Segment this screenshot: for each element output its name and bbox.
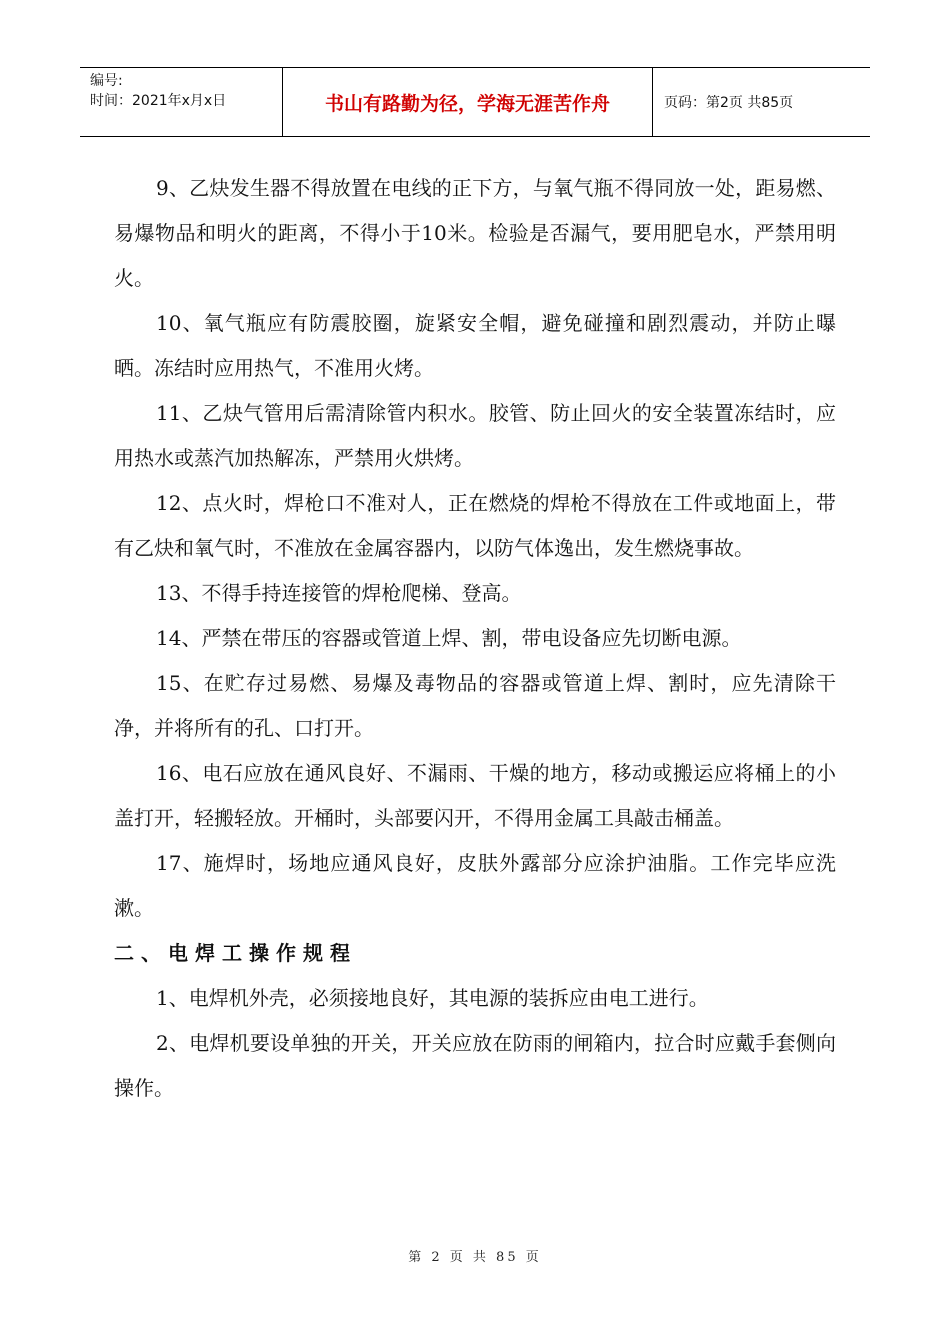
document-number-label: 编号:	[90, 73, 123, 89]
paragraph: 14、严禁在带压的容器或管道上焊、割，带电设备应先切断电源。	[156, 626, 742, 650]
paragraph: 16、电石应放在通风良好、不漏雨、干燥的地方，移动或搬运应将桶上的小盖打开，轻搬轻放。开桶时，头部要闪开，不得用金属工具敲击桶盖。	[114, 761, 836, 830]
header-motto: 书山有路勤为径，学海无涯苦作舟	[283, 68, 653, 136]
header-meta	[80, 68, 283, 136]
header-page-number: 页码：第2页 共85页	[664, 95, 794, 111]
section-heading: 二、电焊工操作规程	[114, 941, 357, 965]
paragraph: 10、氧气瓶应有防震胶圈，旋紧安全帽，避免碰撞和剧烈震动，并防止曝晒。冻结时应用热气，不准用火烤。	[114, 311, 836, 380]
paragraph: 1、电焊机外壳，必须接地良好，其电源的装拆应由电工进行。	[156, 986, 709, 1010]
paragraph: 17、施焊时，场地应通风良好，皮肤外露部分应涂护油脂。工作完毕应洗漱。	[114, 851, 836, 920]
page-header	[80, 67, 870, 137]
footer-page-number: 第 2 页 共 85 页	[408, 1250, 542, 1265]
paragraph: 12、点火时，焊枪口不准对人，正在燃烧的焊枪不得放在工件或地面上，带有乙炔和氧气时，不准放在金属容器内，以防气体逸出，发生燃烧事故。	[114, 491, 836, 560]
paragraph: 9、乙炔发生器不得放置在电线的正下方，与氧气瓶不得同放一处，距易燃、易爆物品和明火的距离，不得小于10米。检验是否漏气，要用肥皂水，严禁用明火。	[114, 176, 836, 290]
document-time-label: 时间：2021年x月x日	[90, 93, 227, 109]
paragraph: 11、乙炔气管用后需清除管内积水。胶管、防止回火的安全装置冻结时，应用热水或蒸汽加热解冻，严禁用火烘烤。	[114, 401, 836, 470]
document-body	[114, 166, 836, 1111]
paragraph: 2、电焊机要设单独的开关，开关应放在防雨的闸箱内，拉合时应戴手套侧向操作。	[114, 1031, 836, 1100]
page-footer	[0, 1246, 950, 1265]
paragraph: 15、在贮存过易燃、易爆及毒物品的容器或管道上焊、割时，应先清除干净，并将所有的孔、口打开。	[114, 671, 836, 740]
paragraph: 13、不得手持连接管的焊枪爬梯、登高。	[156, 581, 522, 605]
